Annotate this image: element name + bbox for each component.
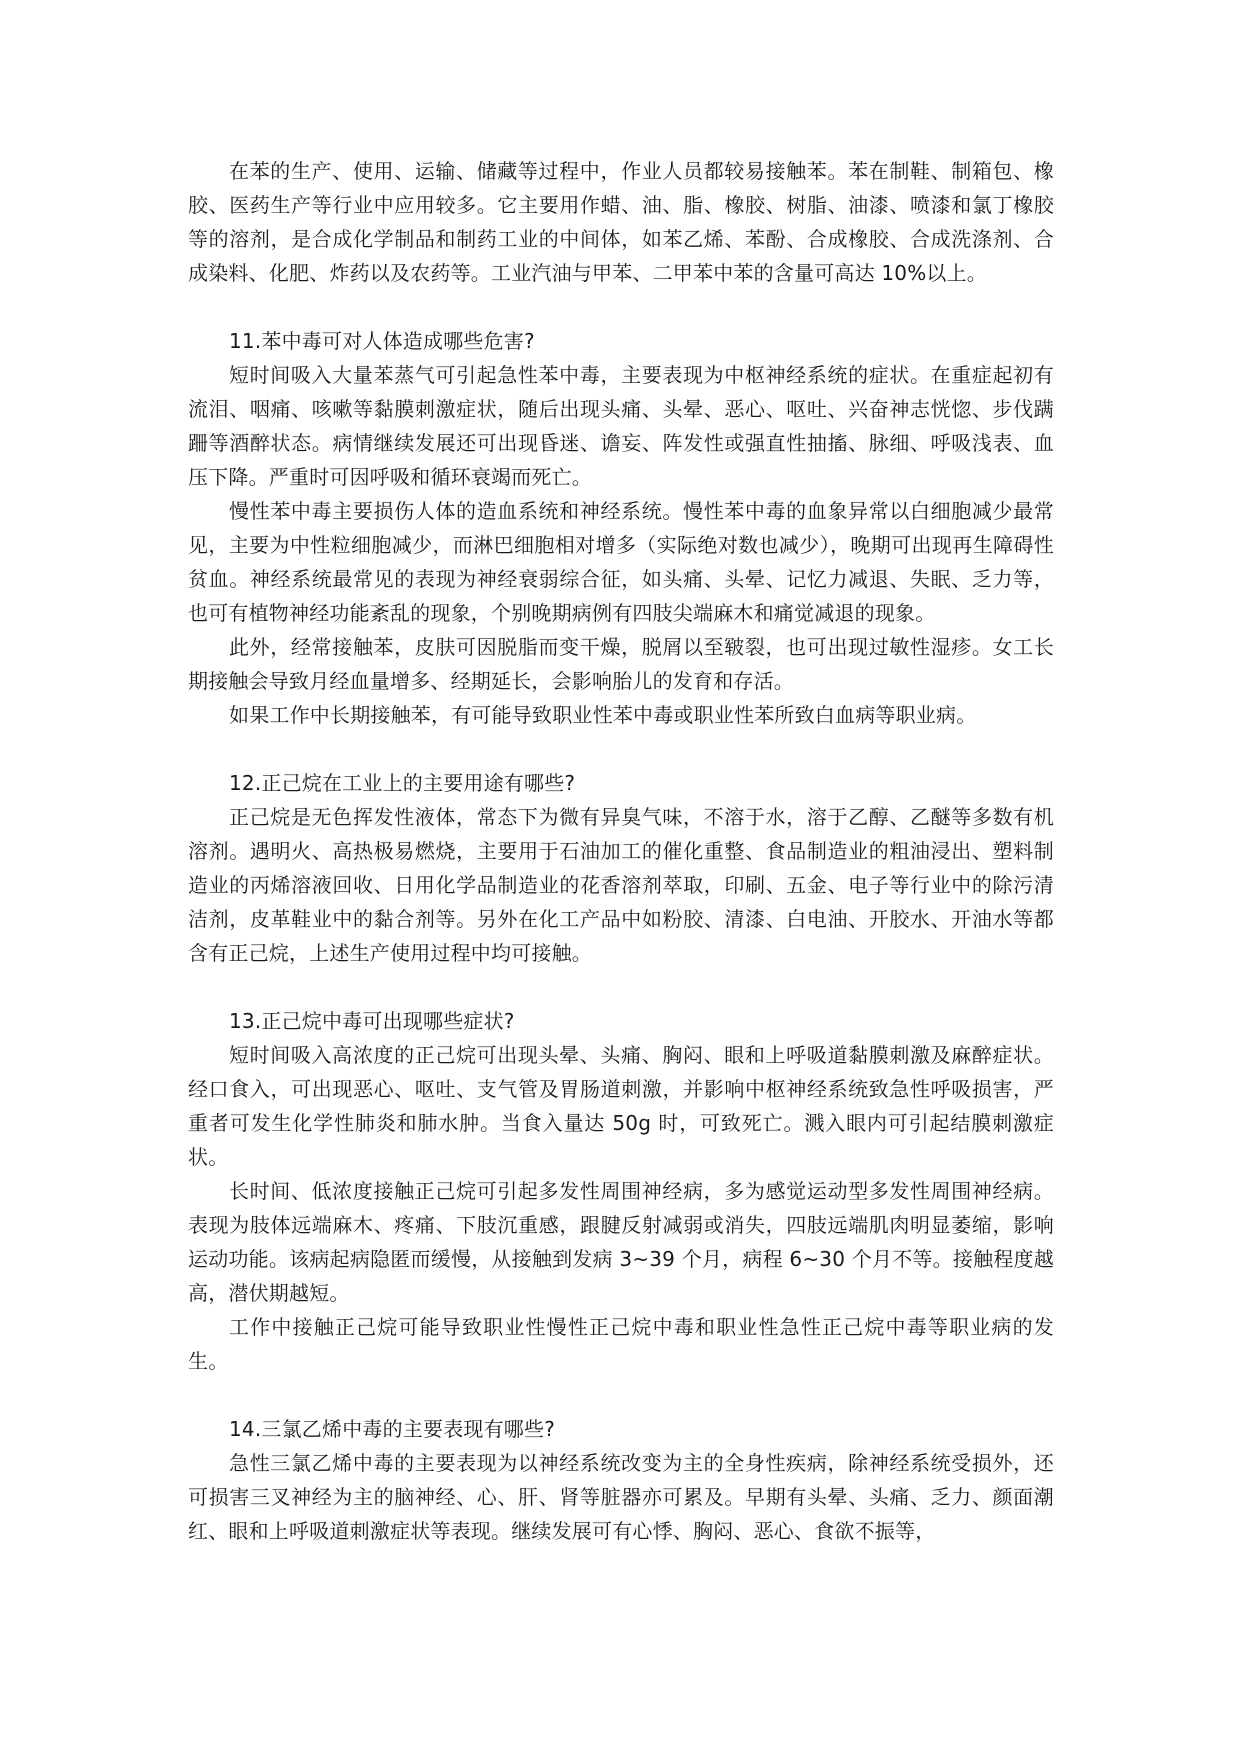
paragraph-trichloroethylene: 急性三氯乙烯中毒的主要表现为以神经系统改变为主的全身性疾病，除神经系统受损外，还可损害三叉神经为主的脑神经、心、肝、肾等脏器亦可累及。早期有头晕、头痛、乏力、颜面潮红、眼和上呼吸道刺激症状等表现。继续发展可有心悸、胸闷、恶心、食欲不振等， — [188, 1451, 1054, 1543]
question-13-heading: 13.正己烷中毒可出现哪些症状? — [229, 1009, 515, 1033]
paragraph-acute-hexane: 短时间吸入高浓度的正己烷可出现头晕、头痛、胸闷、眼和上呼吸道黏膜刺激及麻醉症状。经口食入，可出现恶心、呕吐、支气管及胃肠道刺激，并影响中枢神经系统致急性呼吸损害，严重者可发生化学性肺炎和肺水肿。当食入量达 50g 时，可致死亡。溅入眼内可引起结膜刺激症状。 — [188, 1043, 1054, 1169]
paragraph-chronic-hexane: 长时间、低浓度接触正己烷可引起多发性周围神经病，多为感觉运动型多发性周围神经病。表现为肢体远端麻木、疼痛、下肢沉重感，跟腱反射减弱或消失，四肢远端肌肉明显萎缩，影响运动功能。该病起病隐匿而缓慢，从接触到发病 3~39 个月，病程 6~30 个月不等。接触程度越高，潜伏期越短。 — [188, 1179, 1054, 1305]
paragraph-acute-benzene: 短时间吸入大量苯蒸气可引起急性苯中毒，主要表现为中枢神经系统的症状。在重症起初有流泪、咽痛、咳嗽等黏膜刺激症状，随后出现头痛、头晕、恶心、呕吐、兴奋神志恍惚、步伐蹒跚等酒醉状态。病情继续发展还可出现昏迷、谵妄、阵发性或强直性抽搐、脉细、呼吸浅表、血压下降。严重时可因呼吸和循环衰竭而死亡。 — [188, 363, 1054, 489]
paragraph-benzene-skin: 此外，经常接触苯，皮肤可因脱脂而变干燥，脱屑以至皲裂，也可出现过敏性湿疹。女工长期接触会导致月经血量增多、经期延长，会影响胎儿的发育和存活。 — [188, 635, 1054, 693]
question-11-heading: 11.苯中毒可对人体造成哪些危害? — [229, 329, 535, 353]
question-14-heading: 14.三氯乙烯中毒的主要表现有哪些? — [229, 1417, 556, 1441]
paragraph-hexane-occupational: 工作中接触正己烷可能导致职业性慢性正己烷中毒和职业性急性正己烷中毒等职业病的发生。 — [188, 1315, 1054, 1373]
paragraph-chronic-benzene: 慢性苯中毒主要损伤人体的造血系统和神经系统。慢性苯中毒的血象异常以白细胞减少最常见，主要为中性粒细胞减少，而淋巴细胞相对增多（实际绝对数也减少），晚期可出现再生障碍性贫血。神经系统最常见的表现为神经衰弱综合征，如头痛、头晕、记忆力减退、失眠、乏力等，也可有植物神经功能紊乱的现象，个别晚期病例有四肢尖端麻木和痛觉减退的现象。 — [188, 499, 1054, 625]
paragraph-benzene-occupational: 如果工作中长期接触苯，有可能导致职业性苯中毒或职业性苯所致白血病等职业病。 — [229, 703, 977, 727]
document-body — [188, 154, 1054, 1548]
paragraph-hexane-uses: 正己烷是无色挥发性液体，常态下为微有异臭气味，不溶于水，溶于乙醇、乙醚等多数有机溶剂。遇明火、高热极易燃烧，主要用于石油加工的催化重整、食品制造业的粗油浸出、塑料制造业的丙烯溶液回收、日用化学品制造业的花香溶剂萃取，印刷、五金、电子等行业中的除污清洁剂，皮革鞋业中的黏合剂等。另外在化工产品中如粉胶、清漆、白电油、开胶水、开油水等都含有正己烷，上述生产使用过程中均可接触。 — [188, 805, 1054, 965]
question-12-heading: 12.正己烷在工业上的主要用途有哪些? — [229, 771, 576, 795]
paragraph-benzene-exposure: 在苯的生产、使用、运输、储藏等过程中，作业人员都较易接触苯。苯在制鞋、制箱包、橡胶、医药生产等行业中应用较多。它主要用作蜡、油、脂、橡胶、树脂、油漆、喷漆和氯丁橡胶等的溶剂，是合成化学制品和制药工业的中间体，如苯乙烯、苯酚、合成橡胶、合成洗涤剂、合成染料、化肥、炸药以及农药等。工业汽油与甲苯、二甲苯中苯的含量可高达 10%以上。 — [188, 159, 1054, 285]
